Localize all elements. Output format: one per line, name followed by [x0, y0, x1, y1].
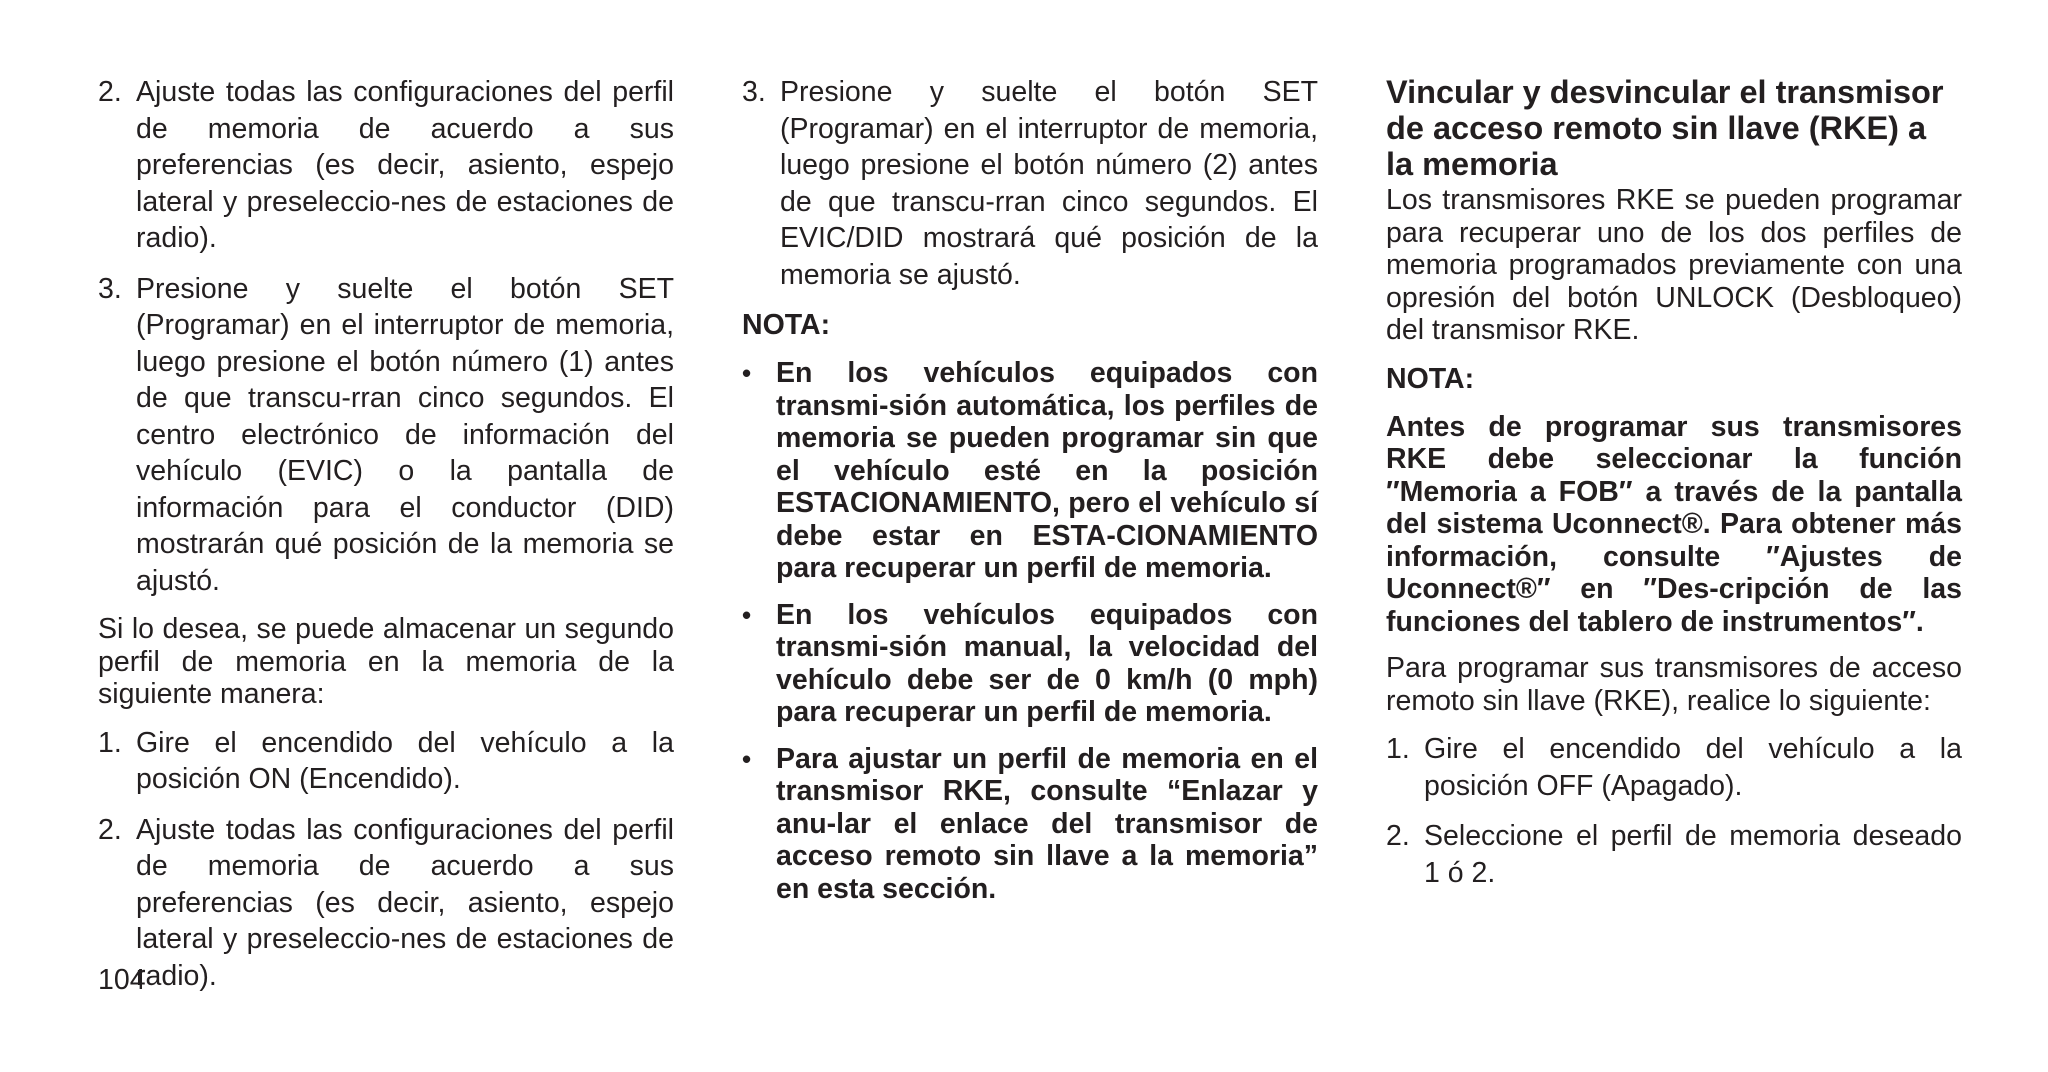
note-bullet [742, 743, 1318, 906]
note-label: NOTA: [742, 309, 831, 341]
list-item [98, 271, 674, 600]
intro-paragraph: Los transmisores RKE se pueden programar para recuperar uno de los dos perfiles de memoria programados previamente con una opresión del botón UNLOCK (Desbloqueo) del transmisor RKE. [1386, 184, 1962, 346]
bullet-icon: • [742, 599, 752, 630]
bullet-text: Para ajustar un perfil de memoria en el transmisor RKE, consulte “Enlazar y anu-lar el enlace del transmisor de acceso remoto sin llave a la memoria” en esta sección. [776, 742, 1318, 905]
item-number: 2. [98, 76, 122, 108]
list-item [1386, 731, 1962, 804]
note-label: NOTA: [1386, 362, 1475, 395]
column-right [1386, 74, 1962, 905]
section-title: Vincular y desvincular el transmisor de acceso remoto sin llave (RKE) a la memoria [1386, 74, 1944, 182]
item-text: Gire el encendido del vehículo a la posición OFF (Apagado). [1424, 733, 1962, 802]
item-text: Gire el encendido del vehículo a la posición ON (Encendido). [136, 726, 674, 795]
item-number: 1. [98, 726, 122, 759]
paragraph: Para programar sus transmisores de acceso remoto sin llave (RKE), realice lo siguiente: [1386, 652, 1962, 717]
item-number: 3. [742, 76, 766, 108]
item-text: Ajuste todas las configuraciones del perfil de memoria de acuerdo a sus preferencias (es decir, asiento, espejo lateral y preseleccio-nes de estaciones de radio). [136, 813, 674, 992]
note-bullet [742, 357, 1318, 585]
list-item [1386, 818, 1962, 891]
item-text: Presione y suelte el botón SET (Programar) en el interruptor de memoria, luego presione el botón número (1) antes de que transcu-rran cinco segundos. El centro electrónico de información del vehículo (EVIC) o la pantalla de información para el conductor (DID) mostrarán qué posición de la memoria se ajustó. [136, 272, 674, 597]
column-middle [742, 74, 1318, 919]
page-number: 104 [98, 964, 146, 996]
list-item [742, 74, 1318, 293]
list-item [98, 812, 674, 995]
bullet-icon: • [742, 358, 752, 388]
item-number: 3. [98, 272, 122, 305]
item-text: Ajuste todas las configuraciones del perfil de memoria de acuerdo a sus preferencias (es decir, asiento, espejo lateral y preseleccio-nes de estaciones de radio). [136, 76, 674, 254]
item-number: 1. [1386, 733, 1410, 765]
column-left [98, 74, 674, 1008]
paragraph: Si lo desea, se puede almacenar un segundo perfil de memoria en la memoria de la siguiente manera: [98, 613, 674, 710]
item-text: Presione y suelte el botón SET (Programar) en el interruptor de memoria, luego presione el botón número (2) antes de que transcu-rran cinco segundos. El EVIC/DID mostrará qué posición de la memoria se ajustó. [780, 76, 1318, 291]
bullet-text: En los vehículos equipados con transmi-sión automática, los perfiles de memoria se pueden programar sin que el vehículo esté en la posición ESTACIONAMIENTO, pero el vehículo sí debe estar en ESTA-CIONAMIENTO para recuperar un perfil de memoria. [776, 357, 1318, 584]
item-number: 2. [1386, 820, 1410, 852]
item-number: 2. [98, 813, 122, 846]
note-text: Antes de programar sus transmisores RKE debe seleccionar la función ″Memoria a FOB″ a través de la pantalla del sistema Uconnect®. Para obtener más información, consulte ″Ajustes de Uconnect®″ en ″Des-cripción de las funciones del tablero de instrumentos″. [1386, 410, 1962, 638]
list-item [98, 725, 674, 798]
list-item [98, 74, 674, 257]
bullet-icon: • [742, 743, 752, 774]
note-bullet [742, 599, 1318, 729]
item-text: Seleccione el perfil de memoria deseado 1 ó 2. [1424, 820, 1962, 889]
bullet-text: En los vehículos equipados con transmi-sión manual, la velocidad del vehículo debe ser de 0 km/h (0 mph) para recuperar un perfil de memoria. [776, 598, 1318, 728]
